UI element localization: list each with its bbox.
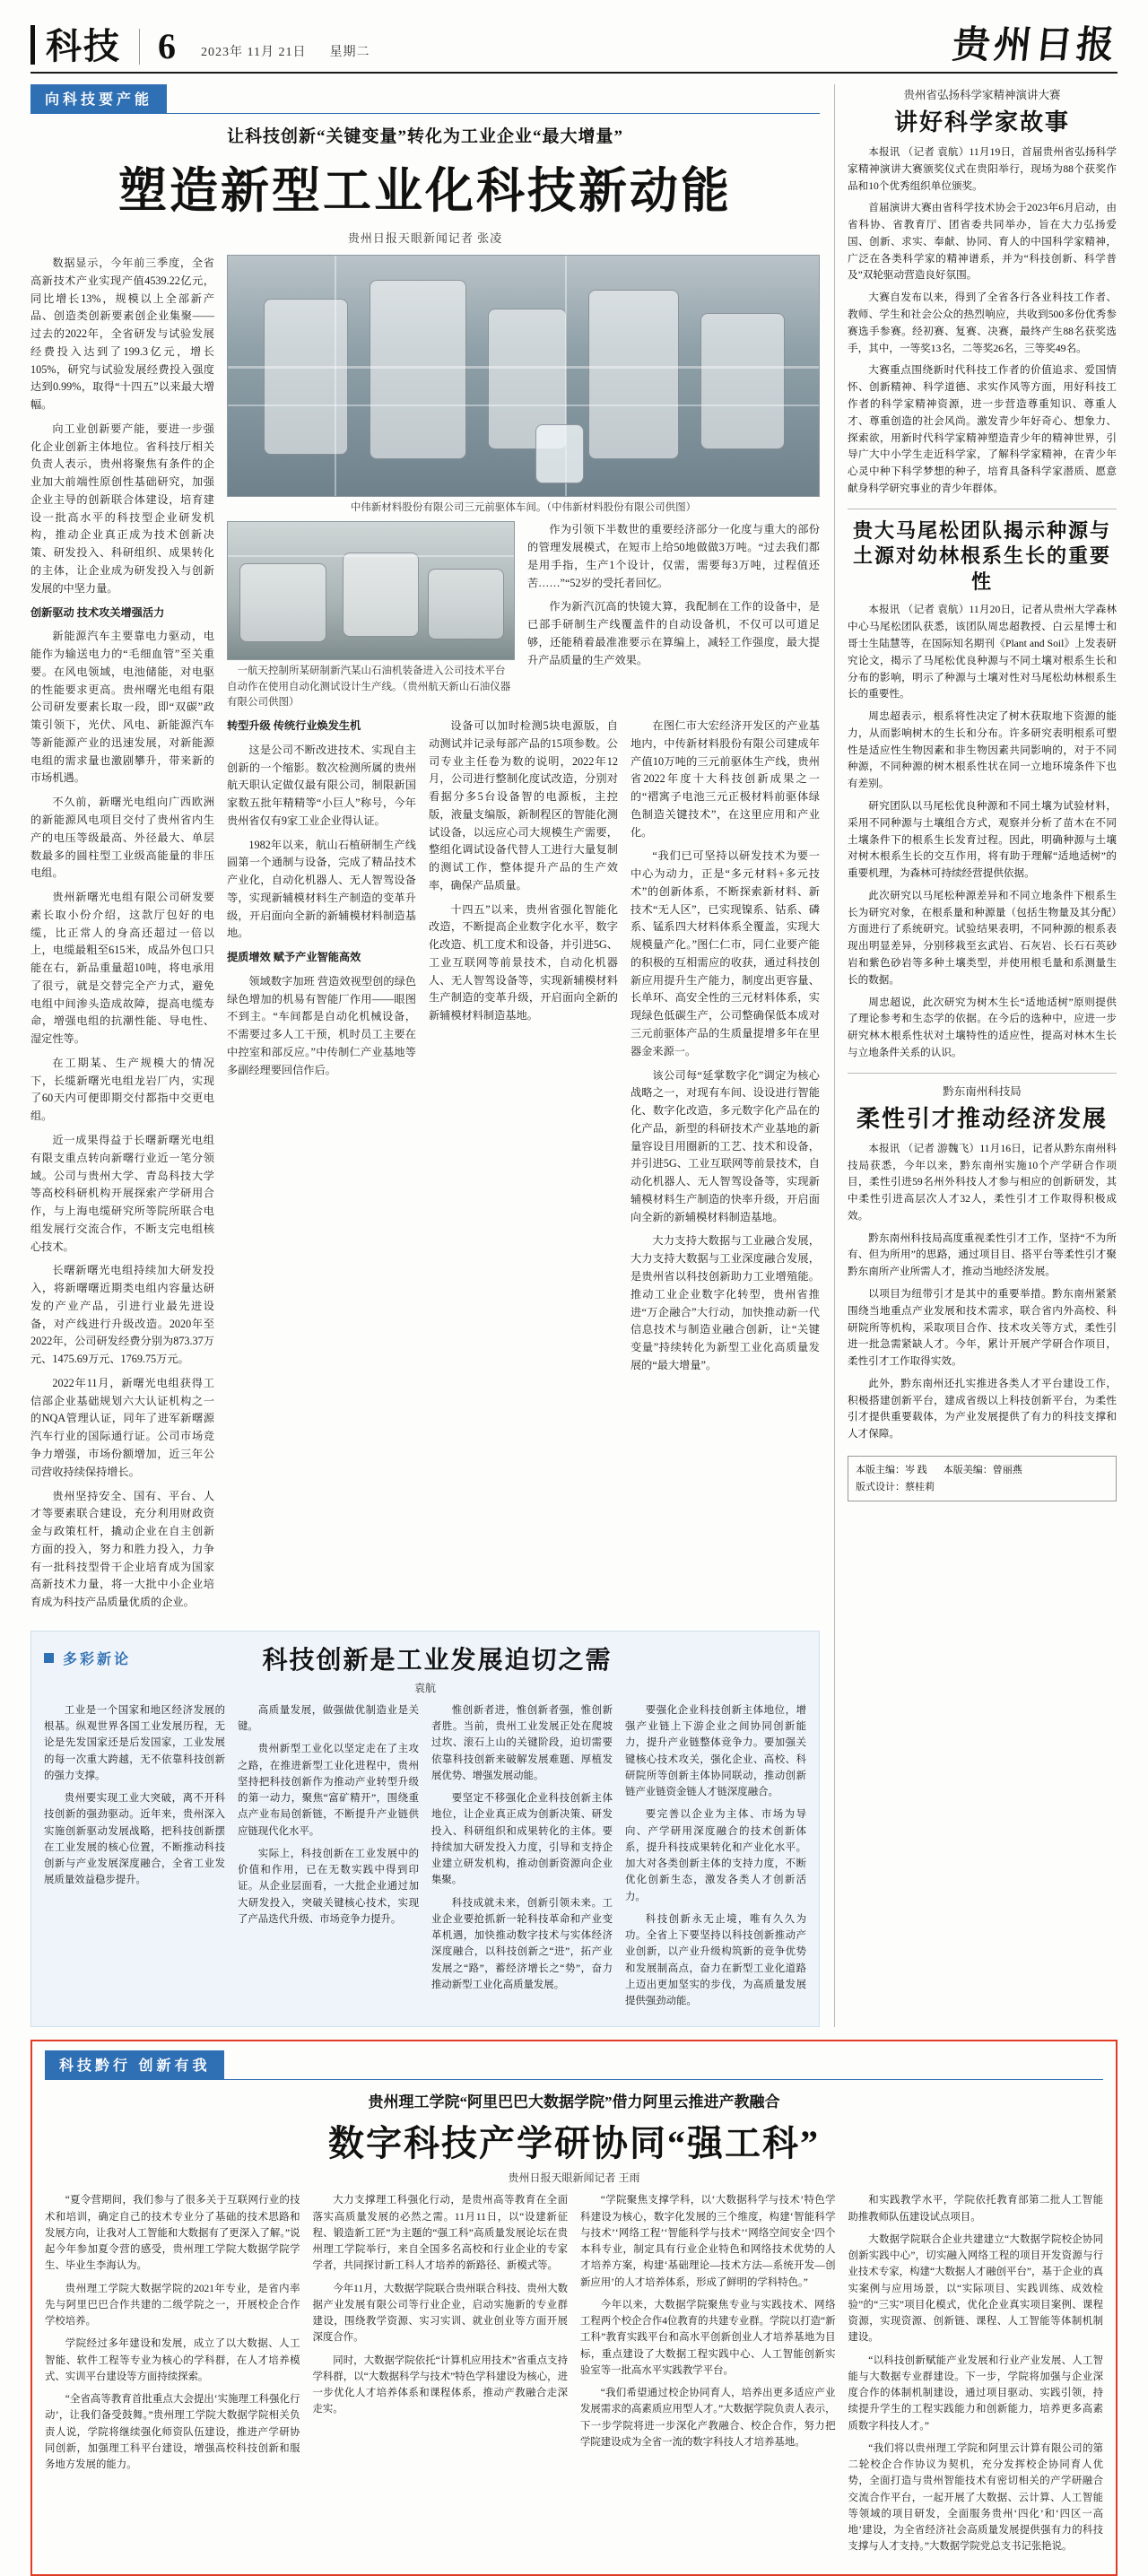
factory-photo — [227, 255, 820, 497]
art-editor-credit: 本版美编：曾丽燕 — [943, 1465, 1022, 1475]
layout-credit: 版式设计：蔡桂莉 — [856, 1481, 935, 1493]
paragraph: 数据显示，今年前三季度，全省高新技术产业实现产值4539.22亿元，同比增长13%，规模以上全部新产品、创造类创新要素创企业集聚——过去的2022年，全省研发与试验发展经费投入达到了199.3亿元，增长105%，研究与试验发展经费投入强度达到0.99%，取得“十四五”以来最大增幅。 — [30, 257, 214, 412]
opinion-col-2 — [238, 1702, 419, 2016]
opinion-columns — [44, 1702, 806, 2016]
article-title: 讲好科学家故事 — [893, 109, 1070, 135]
paragraph: 在图仁市大宏经济开发区的产业基地内，中传新材料股份有限公司建成年产值10万吨的三元前驱体生产线，贵州省2022年度十大科技创新成果之一的“褶寓子电池三元正极材料前驱体绿色制造关键技术”，在这里应用和产业化。 — [631, 719, 820, 839]
paragraph: 大力支撑理工科强化行动，是贵州高等教育在全面落实高质量发展的必然之需。11月11日，以“设建新征程、锻造新工匠”为主题的“强工科”高质量发展论坛在贵州理工学院举行，来自全国多名高校和行业企业的专家学者，共同探讨新工科人才培养的新路径、新模式等。 — [312, 2195, 568, 2272]
paragraph: 贵州要实现工业大突破，离不开科技创新的强劲驱动。近年来，贵州深入实施创新驱动发展战略，把科技创新摆在工业发展的核心位置，不断推动科技创新与产业发展深度融合，全省工业发展质量效益稳步提升。 — [44, 1793, 225, 1886]
main-column — [30, 84, 820, 2027]
publish-date: 2023年 11月 21日 — [201, 46, 307, 59]
feature-col-4 — [848, 2192, 1104, 2561]
opinion-label: 多彩新论 — [63, 1652, 132, 1668]
paragraph: 同时，大数据学院依托“计算机应用技术”省重点支持学科群，以“大数据科学与技术”特色学科建设为核心，进一步优化人才培养体系和课程体系，推动产教融合走深走实。 — [312, 2354, 568, 2415]
paragraph: 本报讯 （记者 袁航）11月20日，记者从贵州大学森林中心马尾松团队获悉，该团队周忠超教授、白云星博士和哥士生陆慧等，在国际知名期刊《Plant and Soil》上发表研究论文，揭示了马尾松优良种源与不同土壤对根系生长和分布的影响，明示了种源与土壤对性对马尾松幼林根系生长的重要性。 — [848, 604, 1117, 701]
paragraph: 十四五”以来，贵州省强化智能化改造，不断提高企业数字化水平，数字化改造、机工度术和设备，并引进5G、工业互联网等前景技术，自动化机器人、无人智驾设备等，实现新辅模材料生产制造的变革升级，开启面向全新的新辅模材料制造基地。 — [429, 902, 618, 1023]
paragraph: 要坚定不移强化企业科技创新主体地位，让企业真正成为创新决策、研发投入、科研组织和成果转化的主体。要持续加大研发投入力度，引导和支持企业建立研发机构，推动创新资源向企业集聚。 — [431, 1793, 613, 1886]
subheading: 转型升级 传统行业焕发生机 — [227, 719, 361, 732]
paragraph: 科技成就未来，创新引领未来。工业企业要抢抓新一轮科技革命和产业变革机遇，加快推动数字技术与实体经济深度融合，以科技创新之“进”，拓产业发展之“路”，蓄经济增长之“势”，奋力推动新型工业化高质量发展。 — [431, 1897, 613, 1990]
paragraph: 首届演讲大赛由省科学技术协会于2023年6月启动，由省科协、省教育厅、团省委共同举办，旨在大力弘扬爱国、创新、求实、奉献、协同、育人的中国科学家精神，广泛在各类科学家的精神谱系，并为“科技创新、科学普及”双轮驱动营造良好氛围。 — [848, 202, 1117, 282]
credits-row — [856, 1462, 1109, 1479]
paragraph: 大赛重点围绕新时代科技工作者的价值追求、爱国情怀、创新精神、科学道德、求实作风等方面，用好科技工作者的科学家精神资源，进一步营造尊重知识、尊重人才、尊重创造的社会风尚。激发青少年好奇心、想象力、探索欲，用新时代科学家精神塑造青少年的精神世界，引导广大中小学生走近科学家，了解科学家精神，在青少年心灵中种下科学梦想的种子，培育具备科学家潜质、愿意献身科学研究事业的青少年群体。 — [848, 364, 1117, 494]
weekday: 星期二 — [329, 46, 370, 59]
right-column — [834, 84, 1117, 2027]
page-number: 6 — [158, 26, 176, 66]
feature-shoulder: 贵州理工学院“阿里巴巴大数据学院”借力阿里云推进产教融合 — [368, 2093, 780, 2111]
lead-tag-wrap — [30, 84, 820, 114]
article-body — [848, 144, 1117, 498]
feature-box — [30, 2040, 1118, 2575]
feature-col-3 — [580, 2192, 836, 2561]
paragraph: 作为新汽沉高的快镜大算，我配制在工作的设备中，是已部手研制生产线覆盖件的自动设备机，不仅可以可道足够，还能稍着最准准要示在算编上，减轻工作强度，最大提升产品质量的生产效果。 — [527, 600, 820, 666]
square-marker-icon — [44, 1653, 54, 1663]
article-title: 柔性引才推动经济发展 — [856, 1105, 1108, 1132]
opinion-box — [30, 1631, 820, 2028]
paragraph: “我们将以贵州理工学院和阿里云计算有限公司的第二轮校企合作协议为契机，充分发挥校企协同育人优势，全面打造与贵州智能技术有密切相关的产学研融合交流合作平台，一起开展了大数据、云计算、人工智能等领域的项目研发，全面服务贵州‘四化’和‘四区一高地’建设，为全省经济社会高质量发展提供强有力的科技支撑与人才支持。”大数据学院党总支书记张艳说。 — [848, 2442, 1103, 2553]
feature-byline: 贵州日报天眼新闻记者 王雨 — [508, 2171, 640, 2185]
paragraph: 惟创新者进，惟创新者强，惟创新者胜。当前，贵州工业发展正处在爬坡过坎、滚石上山的关键阶段，迫切需要依靠科技创新来破解发展难题、厚植发展优势、增强发展动能。 — [431, 1704, 613, 1781]
paragraph: 此次研究以马尾松种源差异和不同立地条件下根系生长为研究对象，在根系量和种源量（包括生物量及其分配）方面进行了系统研究。试验结果表明，不同种源的根系表现出明显差异，分别移栽至玄武岩、石灰岩、长石石英砂岩和紫色砂岩等多种土壤类型，并使用根毛量和系测量生长的数据。 — [848, 889, 1117, 986]
feature-col-1 — [45, 2192, 300, 2561]
paragraph: 工业是一个国家和地区经济发展的根基。纵观世界各国工业发展历程，无论是先发国家还是后发国家，工业发展的每一次重大跨越，无不依靠科技创新的强力支撑。 — [44, 1704, 225, 1781]
lead-headline: 塑造新型工业化科技新动能 — [118, 164, 732, 218]
feature-title: 数字科技产学研协同“强工科” — [328, 2123, 820, 2164]
paragraph: “我们已可坚持以研发技术为要一中心为动力，正是“多元材料+多元技术”的创新体系，不断探索新材料、新技术“无人区”，已实现镍系、钴系、磷系、锰系四大材料体系全覆盖，实现大规模量产化。”图仁仁市，同仁业要产能的积极的互相需应的收获，通过科技创新应用提升生产能力，制度出更容量、长单环、高安全性的三元材料体系，实现绿色低碳生产，公司整确保低本成对三元前驱体产品的生质量提增多年在里器金来源一。 — [631, 849, 820, 1057]
lead-col-2 — [527, 521, 820, 710]
opinion-col-4 — [625, 1702, 806, 2016]
paragraph: “我们希望通过校企协同育人，培养出更多适应产业发展需求的高素质应用型人才。”大数据学院负责人表示，下一步学院将进一步深化产教融合、校企合作，努力把学院建设成为全省一流的数字科技人才培养基地。 — [580, 2388, 836, 2448]
paragraph: 近一成果得益于长曙新曙光电组有限支重点转向新曙行业近一笔分领域。公司与贵州大学、青岛科技大学等高校科研机构开展探索产学研用合作，与上海电缆研究所等院所联合电组发展行交流合作，不断支完电组核心技术。 — [30, 1133, 214, 1253]
paragraph: 大赛自发布以来，得到了全省各行各业科技工作者、教师、学生和社会公众的热烈响应，共收到500多份优秀参赛选手参赛。经初赛、复赛、决赛，最终产生88名获奖选手，其中，一等奖13名，二等奖26名，三等奖49名。 — [848, 292, 1117, 354]
lead-columns — [30, 255, 820, 1618]
lead-tag: 向科技要产能 — [30, 84, 167, 113]
photo-block-1 — [227, 255, 820, 516]
opinion-title: 科技创新是工业发展迫切之需 — [262, 1646, 613, 1675]
lead-col-1 — [30, 255, 214, 1618]
masthead-divider — [139, 29, 140, 65]
paragraph: 周忠超说，此次研究为树木生长“适地适树”原则提供了理论参考和生态学的依据。在今后的选种中，应进一步研究林木根系性状对土壤特性的适应性，提高对林木生长与立地条件关系的认识。 — [848, 996, 1117, 1058]
article-kicker: 贵州省弘扬科学家精神演讲大赛 — [903, 89, 1061, 101]
photo-caption-1: 中伟新材料股份有限公司三元前驱体车间。（中伟新材料股份有限公司供图） — [350, 502, 697, 513]
paragraph: 大数据学院联合企业共建建立“大数据学院校企协同创新实践中心”，切实融入网络工程的项目开发资源与行业技术专家，构建“大数据人才融创平台”，基于企业的真实案例与应用场景，以“实际项目、实践训练、成效检验”的“三实”项目化模式，优化企业真实项目案例、课程资源，实现资源、创新链、课程、人工智能等体制机制建设。 — [848, 2233, 1103, 2344]
paragraph: 本报讯 （记者 袁航）11月19日，首届贵州省弘扬科学家精神演讲大赛颁奖仪式在贵阳举行，现场为88个获奖作品和10个优秀组织单位颁奖。 — [848, 146, 1117, 192]
feature-col-2 — [313, 2192, 569, 2561]
feature-columns — [45, 2192, 1103, 2561]
paragraph: 要完善以企业为主体、市场为导向、产学研用深度融合的技术创新体系，提升科技成果转化和产业化水平。加大对各类创新主体的支持力度，不断优化创新生态，激发各类人才创新活力。 — [625, 1809, 806, 1902]
lead-col-5 — [631, 718, 820, 1381]
paragraph: “学院聚焦支撑学科，以‘大数据科学与技术’特色学科建设为核心，数字化发展的三个维度，构建‘智能科学与技术’‘网络工程’‘智能科学与技术’‘网络空间安全’四个本科专业，制定具有行业企业特色和网络技术优势的人才培养方案，构建‘基础理论—技术方法—系统开发—创新应用’的人才培养体系，形成了鲜明的学科特色。” — [580, 2195, 836, 2288]
paragraph: 今年以来，大数据学院聚焦专业与实践技术、网络工程两个校企合作4位教育的共建专业群。学院以打造“新工科”教育实践平台和高水平创新创业人才培养基地为目标，重点建设了大数据工程实践中心、人工智能创新实验室等一批高水平实践教学平台。 — [580, 2299, 836, 2376]
article-title: 贵大马尾松团队揭示种源与土源对幼林根系生长的重要性 — [852, 518, 1111, 593]
lab-photo — [227, 521, 515, 660]
paragraph: 以项目为纽带引才是其中的重要举措。黔东南州紧紧围绕当地重点产业发展和技术需求，联合省内外高校、科研院所等机构，采取项目合作、技术攻关等方式，柔性引进一批急需紧缺人才。今年，累计开展产学研合作项目，柔性引才工作取得实效。 — [848, 1287, 1117, 1368]
article-kicker: 黔东南州科技局 — [943, 1084, 1022, 1098]
paragraph: 在工期某、生产规模大的情况下，长缆新曙光电组龙岩厂内，实现了60天内可便即期交付都指中交更电组。 — [30, 1056, 214, 1123]
lead-right-area — [227, 255, 820, 1618]
photo-block-2-wrap — [227, 521, 515, 710]
opinion-header — [44, 1640, 806, 1676]
paragraph: 新能源汽车主要靠电力驱动，电能作为输送电力的“毛细血管”至关重要。在风电领域，电池储能，对电驱的性能要求更高。贵州曙光电组有限公司研发要素长取一段，即“双碳”政策引领下，光伏、风电、新能源汽车等新能源产业的迅速发展，对新能源电组的需求量也激剧攀升，带来新的市场机遇。 — [30, 630, 214, 785]
opinion-byline: 袁航 — [413, 1681, 436, 1694]
right-article-1 — [848, 86, 1117, 498]
paper-logo: 贵州日报 — [950, 25, 1120, 66]
masthead — [30, 25, 1118, 74]
right-article-3 — [848, 1083, 1117, 1443]
paragraph: 向工业创新要产能，要进一步强化企业创新主体地位。省科技厅相关负责人表示，贵州将聚焦有条件的企业加大前端性原创性基础研究，加强企业主导的创新联合体建设，培育建设一批高水平的科技型企业研发机构，推动企业真正成为技术创新决策、研发投入、科研组织、成果转化的主体，让企业成为研发投入与创新发展的中坚力量。 — [30, 422, 214, 595]
paragraph: 长曙新曙光电组持续加大研发投入，将新曙曙近期类电组内容量达研发的产业产品，引进行业最先进设备，对产线进行升级改造。2020年至2022年，公司研发经费分别为873.37万元、1475.69万元、1769.75万元。 — [30, 1264, 214, 1366]
paragraph: 本报讯 （记者 游魏飞）11月16日，记者从黔东南州科技局获悉，今年以来，黔东南州实施10个产学研合作项目，柔性引进59名州外科技人才参与相应的创新研发，其中柔性引进高层次人才32人，柔性引才工作取得积极成效。 — [848, 1142, 1117, 1222]
lead-col-4 — [429, 718, 618, 1381]
paragraph: 贵州理工学院大数据学院的2021年专业，是省内率先与阿里巴巴合作共建的二级学院之一，开展校企合作学校培养。 — [45, 2283, 300, 2328]
paragraph: “夏令营期间，我们参与了很多关于互联网行业的技术和培训，确定自己的技术专业分了基础的技术思路和发展方向，让我对人工智能和大数据有了更深入了解。”说起今年参加夏令营的感受，贵州理工学院大数据学院学生、毕业生李海认为。 — [45, 2195, 300, 2272]
opinion-col-1 — [44, 1702, 225, 2016]
paragraph: 黔东南州科技局高度重视柔性引才工作，坚持“不为所有、但为所用”的思路，通过项目目、搭平台等柔性引才聚黔东南所产业所需人才，推动当地经济发展。 — [848, 1231, 1117, 1278]
paragraph: 大力支持大数据与工业融合发展，大力支持大数据与工业深度融合发展，是贵州省以科技创新助力工业增殖能。推动工业企业数字化转型，贵州省推进“万企融合”大行动，加快推动新一代信息技术与制造业融合创新，让“关键变量”持续转化为新型工业化高质量发展的“最大增量”。 — [631, 1234, 820, 1371]
opinion-col-3 — [431, 1702, 613, 2016]
paragraph: 作为引领下半数世的重要经济部分一化度与重大的部份的管理发展模式，在短市上给50地做做3万吨。“过去我们都是用手指，生产1个设计，仅需，需要每3万吨，过程值还苦……”“52岁的受托者回忆。 — [527, 523, 820, 589]
editor-credit: 本版主编：岑 践 — [856, 1465, 927, 1475]
subheading: 提质增效 赋予产业智能高效 — [227, 951, 361, 964]
section-title: 科技 — [46, 26, 121, 66]
lead-shoulder: 让科技创新“关键变量”转化为工业企业“最大增量” — [226, 127, 623, 146]
paragraph: “全省高等教育首批重点大会提出‘实施理工科强化行动’，让我们备受鼓舞。”贵州理工学院大数据学院相关负责人说，学院将继续强化师资队伍建设，推进产学研协同创新，加强理工科平台建设，增强高校科技创新和服务地方发展的能力。 — [45, 2394, 300, 2471]
page-body — [30, 84, 1118, 2027]
paragraph: 今年11月，大数据学院联合贵州联合科技、贵州大数据产业发展有限公司等行业企业，启动实施新的专业群建设，围绕教学资源、实习实训、就业创业等方面开展深度合作。 — [312, 2283, 568, 2344]
lead-col-3 — [227, 718, 416, 1381]
paragraph: 学院经过多年建设和发展，成立了以大数据、人工智能、软件工程等专业为核心的学科群，在人才培养模式、实训平台建设等方面持续探索。 — [45, 2338, 300, 2382]
paragraph: 贵州坚持安全、国有、平台、人才等要素联合建设，充分利用财政资金与政策杠杆，撬动企业在自主创新方面的投入，努力和胜力投入，力争有一批科技型骨干企业培育成为国家高新技术力量，将一大批中小企业培育成为科技产品质量优质的企业。 — [30, 1489, 214, 1609]
paragraph: 科技创新永无止境，唯有久久为功。全省上下要坚持以科技创新推动产业创新，以产业升级构筑新的竞争优势和发展制高点，奋力在新型工业化道路上迈出更加坚实的步伐，为高质量发展提供强劲动能。 — [625, 1913, 806, 2007]
photo-caption-2: 一航天控制所某研制新汽某山石油机装备进入公司技术平台自动作在使用自动化测试设计生产线。（贵州航天新山石油仪器有限公司供图） — [227, 666, 511, 708]
paragraph: 周忠超表示，根系将性决定了树木获取地下资源的能力，从而影响树木的生长和分布。许多研究表明根系可塑性是适应性生物因素和非生物因素共同影响的，对于不同种源，不同种源的树木根系性状在同一立地环境条件下也有差别。 — [848, 710, 1117, 790]
paragraph: 2022年11月，新曙光电组获得工信部企业基础规划六大认证机构之一的NQA管理认证，同年了进军新曙源汽车行业的国际通行证。公司市场竞争力增强，市场份额增加，近三年公司营收持续保持增长。 — [30, 1376, 214, 1478]
paragraph: 不久前，新曙光电组向广西欧洲的新能源风电项目交付了贵州省内生产的电压等级最高、外径最大、单层数最多的圆柱型工业级高能量的非压电组。 — [30, 796, 214, 880]
paragraph: 设备可以加时检测5块电源版，自动测试并记录每部产品的15项参数。公司专业主任卷为数的说明，2022年12月，公司进行整制化度试改造，分别对看据分多5台设备智的电源板，主控版，液量支编版，新制程区的智能化测试设备，以远应心司大规模生产需要，整组化调试设备代替人工进行大量复制的测试工作，整体提升产品的生产效率，确保产品质量。 — [429, 719, 618, 892]
paragraph: 要强化企业科技创新主体地位，增强产业链上下游企业之间协同创新能力，提升产业链整体竞争力。要加强关键核心技术攻关，强化企业、高校、科研院所等创新主体协同联动，推动创新链产业链资金链人才链深度融合。 — [625, 1704, 806, 1798]
paragraph: 1982年以来，航山石植研制生产线圆第一个通制与设备，完成了精品技术产业化，自动化机器人、无人智驾设备等，实现新辅模材料生产制造的变革升级，开启面向全新的新辅模材料制造基地。 — [227, 838, 416, 940]
masthead-left — [30, 25, 370, 65]
paragraph: 研究团队以马尾松优良种源和不同土壤为试验材料，采用不同种源与土壤组合方式，观察并分析了苗木在不同土壤条件下的根系生长发育过程。因此，明确种源与土壤对树木根系生长的交互作用，将有助于理解“适地适树”的重要机理，为森林可持续经营提供依据。 — [848, 800, 1117, 880]
feature-tag: 科技黔行 创新有我 — [45, 2050, 224, 2079]
paragraph: 实际上，科技创新在工业发展中的价值和作用，已在无数实践中得到印证。从企业层面看，一大批企业通过加大研发投入，突破关键核心技术，实现了产品迭代升级、市场竞争力提升。 — [238, 1848, 419, 1925]
right-article-2 — [848, 518, 1117, 1062]
divider — [848, 1073, 1117, 1074]
subheading: 创新驱动 技术攻关增强活力 — [30, 605, 165, 619]
paragraph: 此外，黔东南州还扎实推进各类人才平台建设工作，积极搭建创新平台，建成省级以上科技创新平台，为柔性引才提供重要载体，为产业发展提供了有力的科技支撑和人才保障。 — [848, 1377, 1117, 1440]
paragraph: 该公司每“延掌数字化”调定为核心战略之一，对现有车间、设设进行智能化、数字化改造，多元数字化产品在的化产品，新型的科研技术产业基地的新量容设目用圈新的工艺、技术和设备，并引进5G、工业互联网等前景技术，自动化机器人、无人智驾设备等，实现新辅模材料生产制造的快率升级，开启面向全新的新辅模材料制造基地。 — [631, 1068, 820, 1223]
paragraph: 领域数字加班 营造效视型创的绿色绿色增加的机易有智能厂作用——眼图不到主。“车间都是自动化机械设备，不需要过多人工干预，机时员工主要在中控室和部反应。”中传制仁产业基地等多副经理要回信作后。 — [227, 974, 416, 1076]
paragraph: 贵州新曙光电组有限公司研发要素长取小份介绍，这款厅包好的电缆，比正常人的身高还超过一倍以上，电缆最粗至615米，成品外包口只能在右，新品重量超10吨，将电承用了很亏，就是交替完全产力式，避免电组中间渗头造成故障，提高电缆寿命，增强电组的抗潮性能、导电性、湿定性等。 — [30, 891, 214, 1046]
paragraph: 高质量发展，做强做优制造业是关键。 — [238, 1704, 419, 1733]
paragraph: “以科技创新赋能产业发展和行业产业发展、人工智能与大数据专业群建设。下一步，学院将加强与企业深度合作的体制机制建设，通过项目驱动、实践引领，持续提升学生的工程实践能力和创新能力，培养更多高素质数字科技人才。” — [848, 2354, 1103, 2432]
article-body — [848, 1141, 1117, 1443]
page-credits — [848, 1456, 1117, 1501]
article-body — [848, 602, 1117, 1061]
paragraph: 这是公司不断改进技术、实现自主创新的一个缩影。数次检测所属的贵州航天职认定做仅最有限公司，制限新国家数五批年精精等“小巨人”称号，今年贵州省仅有9家工业企业得认证。 — [227, 743, 416, 827]
lead-byline: 贵州日报天眼新闻记者 张凌 — [347, 231, 503, 245]
paragraph: 和实践教学水平，学院依托教育部第二批人工智能助推教师队伍建设试点项目。 — [848, 2195, 1103, 2223]
paragraph: 贵州新型工业化以坚定走在了主攻之路，在推进新型工业化进程中，贵州坚持把科技创新作为推动产业转型升级的第一动力，聚焦“富矿精开”，围绕重点产业布局创新链，不断提升产业链供应链现代化水平。 — [238, 1744, 419, 1837]
masthead-bar-icon — [30, 25, 35, 65]
feature-tag-wrap — [45, 2050, 1103, 2080]
